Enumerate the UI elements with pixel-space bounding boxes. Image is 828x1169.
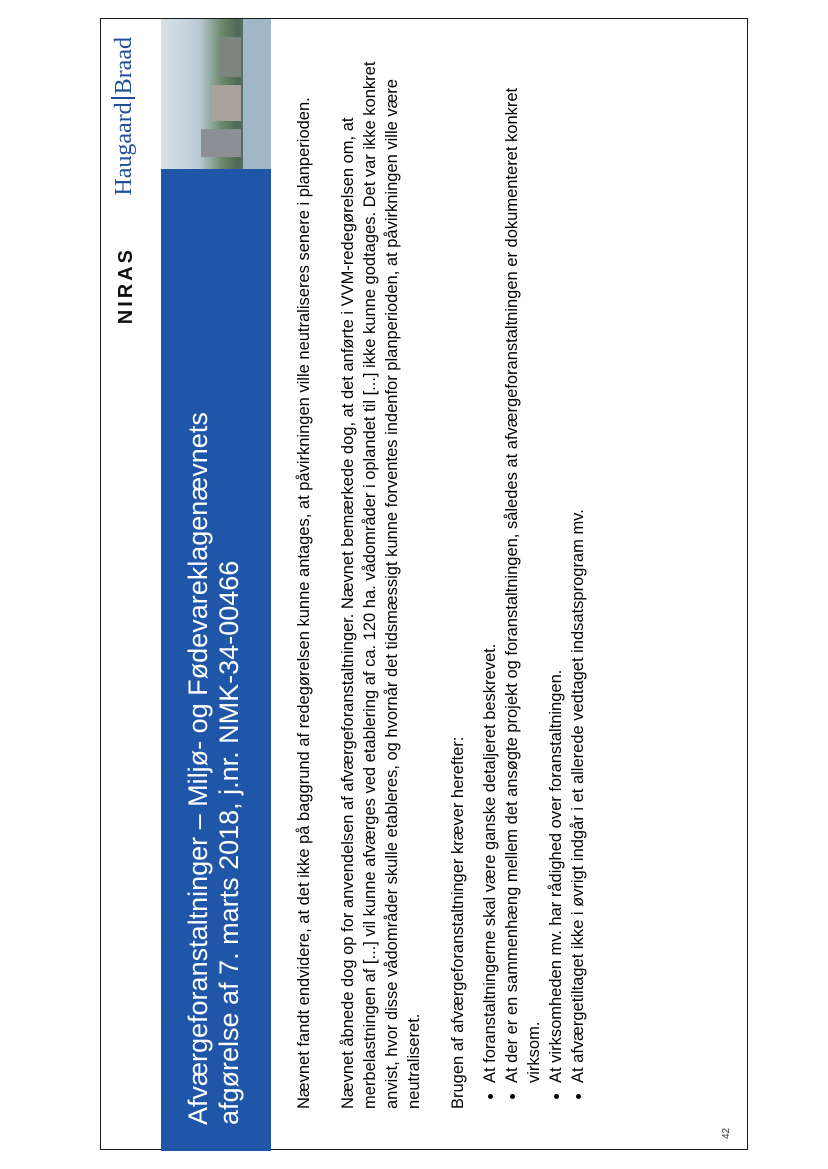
slide-title-line-1: Afværgeforanstaltninger – Miljø- og Fødevareklagenævnets <box>183 412 213 1125</box>
slide-body <box>293 59 589 1109</box>
list-item: • At foranstaltningerne skal være ganske detaljeret beskrevet. <box>479 59 501 1083</box>
logo-haugaard-text: Haugaard <box>111 102 137 196</box>
photo-water <box>243 19 271 169</box>
photo-building <box>211 85 241 121</box>
harbor-photo <box>161 19 271 169</box>
title-banner <box>161 19 271 1151</box>
slide-title-line-2: afgørelse af 7. marts 2018, j.nr. NMK-34-00466 <box>214 560 244 1125</box>
paragraph-1: Nævnet fandt endvidere, at det ikke på baggrund af redegørelsen kunne antages, at påvirkningen ville neutraliseres senere i planperioden. <box>295 97 313 1109</box>
logo-haugaard-braad <box>111 37 138 196</box>
logo-braad-text: Braad <box>111 37 137 95</box>
page-number: 42 <box>721 1127 732 1139</box>
logo-niras: NIRAS <box>115 247 137 325</box>
list-item: • At virksomheden mv. har rådighed over foranstaltningen. <box>545 59 567 1083</box>
rotated-slide <box>101 19 749 1151</box>
slide-title <box>183 412 245 1125</box>
list-intro: Brugen af afværgeforanstaltninger kræver herefter: <box>449 736 467 1109</box>
list-item: • At afværgetiltaget ikke i øvrigt indgår i et allerede vedtaget indsatsprogram mv. <box>567 59 589 1083</box>
photo-building <box>201 129 241 157</box>
paragraph-2: Nævnet åbnede dog op for anvendelsen af afværgeforanstaltninger. Nævnet bemærkede dog, at det anførte i VVM-redegørelsen om, at merbelastningen af [...] vil kunne afværges ved etablering af ca. 120 ha. vådområder i oplandet til [...] ikke kunne godtages. Det var ikke konkret anvist, hvor disse vådområder skulle etableres, og hvornår det tidsmæssigt kunne forventes indenfor planperioden, at påvirkningen ville være neutraliseret. <box>339 61 423 1109</box>
list-item: • At der er en sammenhæng mellem det ansøgte projekt og foranstaltningen, således at afværgeforanstaltningen er dokumenteret konkret virksom. <box>501 59 545 1083</box>
logo-divider <box>111 97 135 99</box>
photo-building <box>219 37 241 77</box>
requirements-list <box>479 59 589 1109</box>
document-page <box>100 18 748 1150</box>
